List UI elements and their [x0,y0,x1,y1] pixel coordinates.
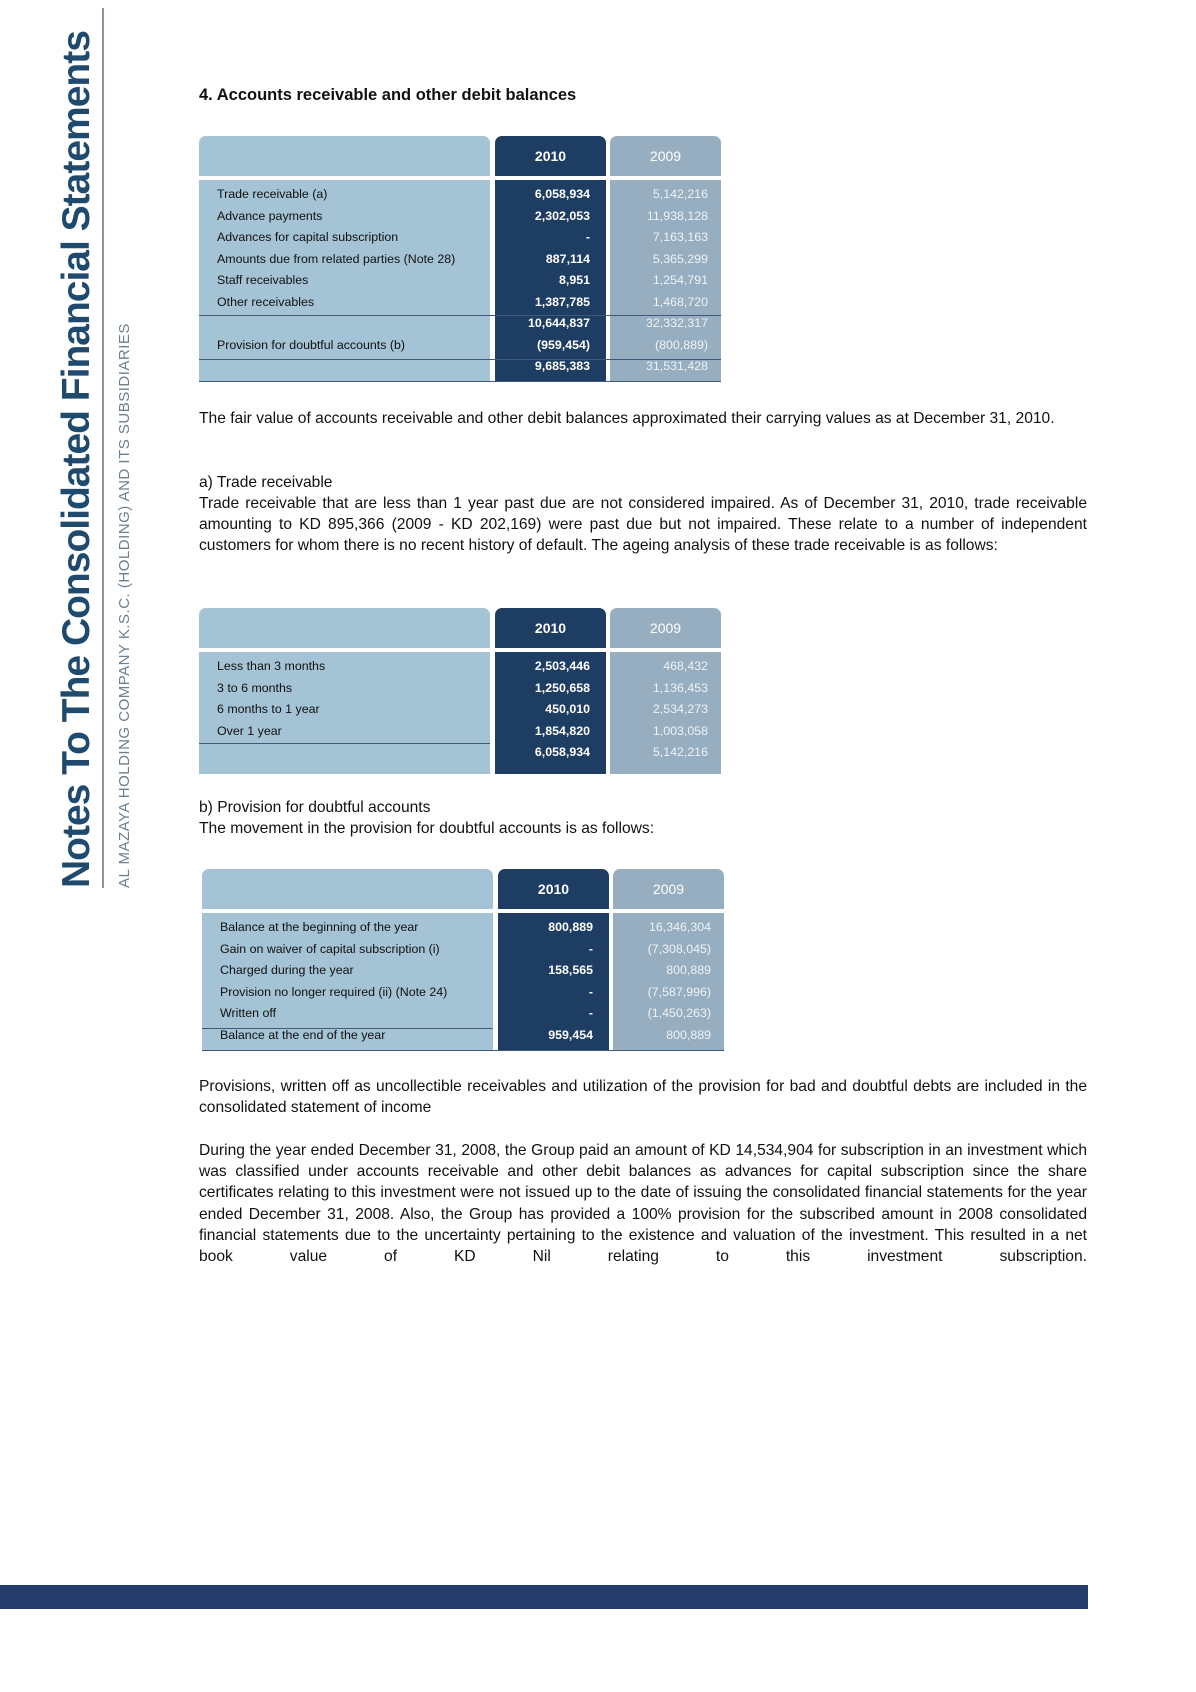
table-rule [199,743,490,744]
row-label: Balance at the end of the year [220,1027,386,1042]
value-2009: 800,889 [666,1027,711,1042]
trade-receivable-paragraph: Trade receivable that are less than 1 year past due are not considered impaired. As of December 31, 2010, trade receivable amounting to KD 895,366 (2009 - KD 202,169) were past due but not impaired. These relate to a number of independent customers for whom there is no recent history of default. The ageing analysis of these trade receivable is as follows: [199,495,1087,555]
value-2009: 800,889 [666,963,711,977]
table-header-label-cell [199,136,490,176]
investment-subscription-paragraph: During the year ended December 31, 2008, the Group paid an amount of KD 14,534,904 for subscription in an investment which was classified under accounts receivable and other debit balances as advances for capital subscription since the share certificates relating to this investment were not issued up to the date of issuing the consolidated financial statements for the year ended December 31, 2008. Also, the Group has provided a 100% provision for the subscribed amount in 2008 consolidated financial statements due to the uncertainty pertaining to the existence and valuation of the investment. This resulted in a net book value of KD Nil relating to this investment subscription. [199,1142,1087,1266]
value-2010: 9,685,383 [534,359,590,373]
value-2009: 1,468,720 [652,294,708,309]
value-2009: 2,534,273 [652,702,708,716]
column-header-2009: 2009 [610,608,721,648]
value-2009: 5,365,299 [652,251,708,266]
column-header-2009: 2009 [610,136,721,176]
section-title: 4. Accounts receivable and other debit balances [199,86,577,104]
value-2010: 1,250,658 [534,680,590,695]
provision-paragraph: The movement in the provision for doubtful accounts is as follows: [199,820,655,837]
column-header-2009: 2009 [613,869,724,909]
value-2009: 5,142,216 [652,745,708,759]
value-2009: 7,163,163 [652,230,708,244]
sidebar-title: Notes To The Consolidated Financial Statements [55,31,98,888]
provision-heading: b) Provision for doubtful accounts [199,799,431,816]
row-label: Less than 3 months [217,659,326,673]
value-2010: - [588,984,593,999]
ageing-table [199,608,721,774]
table-header-label-cell [199,608,490,648]
row-label: Written off [220,1006,277,1020]
value-2009: 1,003,058 [652,723,708,738]
column-header-2010: 2010 [495,608,606,648]
value-2009: (7,308,045) [647,941,711,956]
fair-value-paragraph: The fair value of accounts receivable and other debit balances approximated their carrying values as at December 31, 2010. [199,410,1055,427]
value-2010: (959,454) [536,337,590,352]
table-header-label-cell [202,869,493,909]
receivables-table [199,136,721,382]
value-2009: 468,432 [663,659,708,673]
column-header-2010: 2010 [495,136,606,176]
value-2009: 16,346,304 [648,920,711,934]
value-2010: 959,454 [548,1027,593,1042]
value-2010: 1,854,820 [534,723,590,738]
table-rule [199,381,721,382]
value-2009: 1,136,453 [652,680,708,695]
value-2009: 11,938,128 [646,208,708,223]
row-label: 6 months to 1 year [217,702,320,716]
value-2010: 6,058,934 [534,187,590,201]
row-label: Provision no longer required (ii) (Note 24) [220,984,448,999]
provisions-statement-paragraph: Provisions, written off as uncollectible receivables and utilization of the provision for bad and doubtful debts are included in the consolidated statement of income [199,1078,1087,1117]
value-2010: 6,058,934 [534,745,590,759]
row-label: 3 to 6 months [217,680,293,695]
row-label: Other receivables [217,294,315,309]
value-2010: - [588,1006,593,1020]
sidebar-divider [102,8,104,888]
row-label: Staff receivables [217,273,309,287]
value-2009: (1,450,263) [647,1006,711,1020]
value-2009: (800,889) [654,337,708,352]
row-label: Advance payments [217,208,323,223]
row-label: Gain on waiver of capital subscription (i) [220,941,440,956]
value-2010: - [585,230,590,244]
table-rule [202,1050,724,1051]
value-2010: - [588,941,593,956]
provision-table [202,869,724,1051]
footer-bar [0,1585,1088,1609]
row-label: Trade receivable (a) [217,187,328,201]
value-2010: 450,010 [545,702,590,716]
row-label: Charged during the year [220,963,354,977]
column-header-2010: 2010 [498,869,609,909]
value-2010: 1,387,785 [534,294,590,309]
value-2010: 2,503,446 [534,659,590,673]
trade-receivable-heading: a) Trade receivable [199,474,333,491]
value-2010: 2,302,053 [534,208,590,223]
row-label: Balance at the beginning of the year [220,920,419,934]
value-2009: 5,142,216 [652,187,708,201]
row-label: Advances for capital subscription [217,230,399,244]
row-label: Provision for doubtful accounts (b) [217,337,406,352]
value-2010: 800,889 [548,920,593,934]
value-2009: (7,587,996) [647,984,711,999]
row-label: Over 1 year [217,723,282,738]
value-2009: 31,531,428 [645,359,708,373]
value-2010: 158,565 [548,963,593,977]
value-2010: 887,114 [545,251,590,266]
value-2009: 32,332,317 [645,316,708,330]
value-2010: 10,644,837 [527,316,590,330]
row-label: Amounts due from related parties (Note 28) [217,251,456,266]
value-2009: 1,254,791 [652,273,708,287]
sidebar-company-name: AL MAZAYA HOLDING COMPANY K.S.C. (HOLDING) AND ITS SUBSIDIARIES [116,323,133,888]
value-2010: 8,951 [558,273,590,287]
